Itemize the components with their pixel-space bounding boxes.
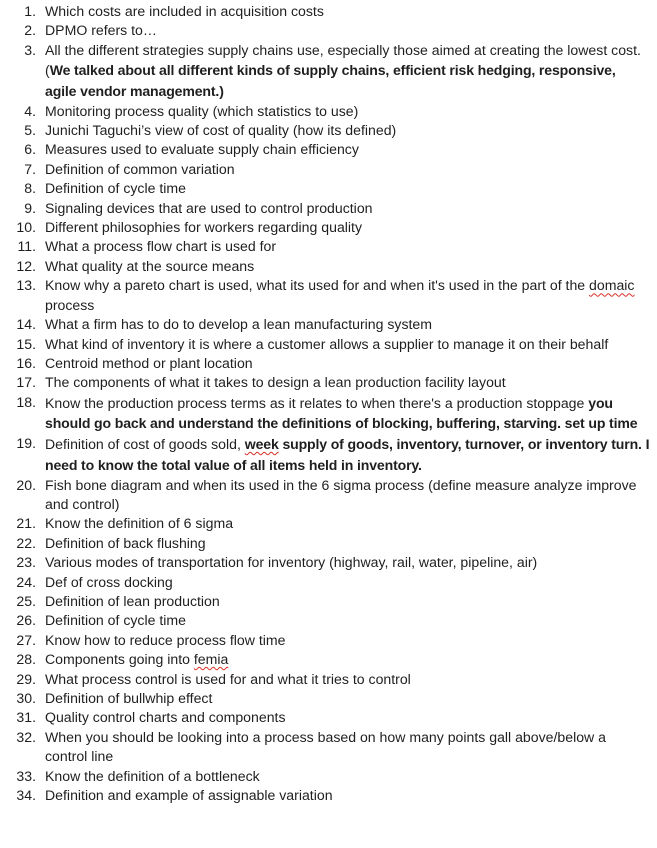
item-number: 22.	[16, 534, 36, 551]
item-number: 3.	[24, 41, 36, 58]
item-number: 21.	[16, 515, 36, 532]
item-number: 1.	[24, 3, 36, 19]
item-number: 24.	[16, 573, 36, 590]
item-number: 2.	[24, 22, 36, 39]
item-text: DPMO refers to…	[45, 22, 157, 39]
item-number: 13.	[16, 277, 36, 294]
list-item	[0, 315, 650, 334]
list-item	[0, 631, 650, 650]
item-number: 26.	[16, 612, 36, 629]
item-text: The components of what it takes to design a lean production facility layout	[45, 374, 506, 391]
list-item	[0, 611, 650, 630]
item-text: Def of cross docking	[45, 573, 173, 590]
item-bold-note: We talked about all different kinds of supply chains, efficient risk hedging, responsive, agile vendor management.)	[45, 62, 616, 99]
list-item	[0, 592, 650, 611]
list-item	[0, 514, 650, 533]
item-number: 19.	[16, 435, 36, 452]
item-text: Which costs are included in acquisition costs	[45, 3, 324, 19]
list-item	[0, 102, 650, 121]
item-text: Definition of lean production	[45, 592, 220, 609]
item-text: Know the definition of 6 sigma	[45, 515, 234, 532]
item-text: Know how to reduce process flow time	[45, 631, 286, 648]
item-number: 16.	[16, 354, 36, 371]
list-item	[0, 276, 650, 315]
item-number: 18.	[16, 393, 36, 410]
item-text-tail: process	[45, 296, 95, 313]
item-number: 15.	[16, 335, 36, 352]
list-item	[0, 199, 650, 218]
item-number: 8.	[24, 180, 36, 197]
spellcheck-word[interactable]: femia	[193, 651, 229, 668]
item-number: 7.	[24, 160, 36, 177]
item-number: 27.	[16, 631, 36, 648]
list-item	[0, 257, 650, 276]
list-item	[0, 2, 650, 21]
item-text: Definition of bullwhip effect	[45, 690, 213, 706]
item-text: Definition of cycle time	[45, 612, 186, 629]
item-bold-note: supply of goods, inventory, turnover, or inventory turn. I need to know the total value of all items held in inventory.	[45, 436, 650, 473]
list-item	[0, 689, 650, 708]
item-text: Know the production process terms as it relates to when there's a production stoppage	[45, 394, 589, 411]
list-item	[0, 121, 650, 140]
item-number: 4.	[24, 102, 36, 119]
item-number: 10.	[16, 219, 36, 236]
list-item	[0, 393, 650, 434]
item-text: Know the definition of a bottleneck	[45, 767, 260, 784]
item-number: 12.	[16, 257, 36, 274]
item-text: Definition of common variation	[45, 160, 235, 177]
item-number: 23.	[16, 554, 36, 571]
item-text: All the different strategies supply chains use, especially those aimed at creating the lowest cost. (	[45, 41, 641, 79]
item-text: Signaling devices that are used to control production	[45, 199, 373, 216]
list-item	[0, 21, 650, 40]
item-number: 20.	[16, 476, 36, 493]
item-text: Centroid method or plant location	[45, 354, 253, 371]
item-text: What quality at the source means	[45, 257, 255, 274]
item-text: Fish bone diagram and when its used in the 6 sigma process (define measure analyze improve and control)	[45, 476, 637, 512]
list-item	[0, 767, 650, 786]
list-item	[0, 41, 650, 102]
item-text: What process control is used for and what it tries to control	[45, 670, 411, 687]
item-number: 5.	[24, 122, 36, 139]
study-guide-list	[0, 2, 650, 805]
list-item	[0, 728, 650, 767]
list-item	[0, 160, 650, 179]
item-text: Different philosophies for workers regarding quality	[45, 219, 363, 236]
list-item	[0, 670, 650, 689]
item-text: Components going into	[45, 651, 194, 668]
item-bold-note: you should go back and understand the definitions of blocking, buffering, starving. set up time	[45, 394, 638, 432]
list-item	[0, 534, 650, 553]
list-item	[0, 354, 650, 373]
list-item	[0, 179, 650, 198]
item-number: 11.	[17, 238, 36, 255]
item-number: 33.	[16, 767, 36, 784]
list-item	[0, 237, 650, 256]
item-text: Various modes of transportation for inventory (highway, rail, water, pipeline, air)	[45, 554, 538, 571]
item-text: Measures used to evaluate supply chain efficiency	[45, 141, 359, 158]
list-item	[0, 434, 650, 475]
item-text: When you should be looking into a process based on how many points gall above/below a control line	[45, 728, 606, 765]
item-number: 30.	[16, 690, 36, 706]
list-item	[0, 218, 650, 237]
item-number: 14.	[16, 316, 36, 333]
item-number: 29.	[16, 670, 36, 687]
list-item	[0, 786, 650, 805]
item-text: Monitoring process quality (which statistics to use)	[45, 102, 359, 119]
item-text: What a process flow chart is used for	[45, 238, 277, 255]
item-text: Definition and example of assignable variation	[45, 787, 333, 804]
item-text: Quality control charts and components	[45, 709, 286, 726]
item-number: 6.	[24, 141, 36, 158]
item-number: 34.	[16, 787, 36, 804]
list-item	[0, 553, 650, 572]
item-number: 31.	[16, 709, 36, 726]
item-number: 32.	[16, 728, 36, 745]
item-number: 28.	[16, 651, 36, 668]
list-item	[0, 708, 650, 727]
item-text: What kind of inventory it is where a customer allows a supplier to manage it on their behalf	[45, 335, 609, 352]
item-number: 17.	[16, 374, 36, 391]
item-text: Definition of back flushing	[45, 534, 206, 551]
list-item	[0, 573, 650, 592]
item-number: 25.	[16, 592, 36, 609]
list-item	[0, 373, 650, 392]
list-item	[0, 140, 650, 159]
spellcheck-word[interactable]: week	[244, 436, 279, 453]
item-text: Know why a pareto chart is used, what its used for and when it's used in the part of the	[45, 277, 590, 294]
list-item	[0, 335, 650, 354]
item-text: What a firm has to do to develop a lean manufacturing system	[45, 316, 432, 333]
item-number: 9.	[24, 199, 36, 216]
list-item	[0, 476, 650, 515]
item-text: Definition of cost of goods sold,	[45, 436, 245, 453]
item-text: Definition of cycle time	[45, 180, 186, 197]
item-text: Junichi Taguchi’s view of cost of quality (how its defined)	[45, 122, 397, 139]
list-item	[0, 650, 650, 669]
spellcheck-word[interactable]: domaic	[589, 277, 635, 294]
